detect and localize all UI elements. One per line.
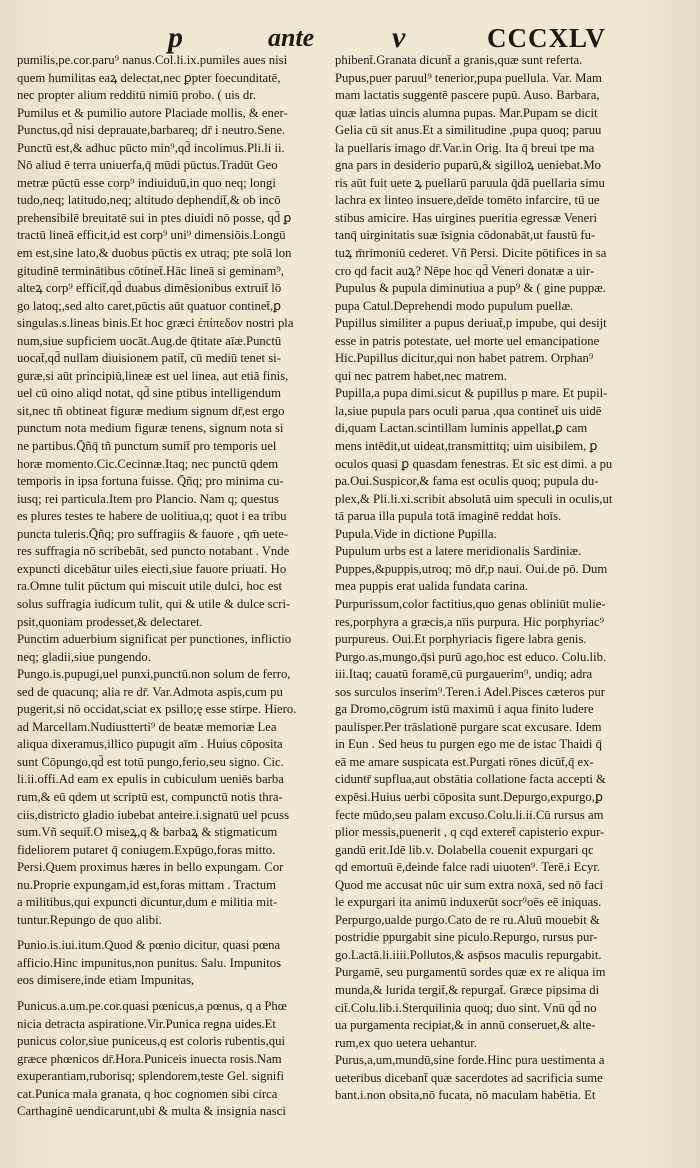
- text-line: esse in patris potestate, uel morte uel emancipatione: [335, 333, 600, 348]
- text-line: res suffragia nō scribebāt, sed puncto notabant . Vnde: [17, 544, 290, 559]
- folio-number: CCCXLV: [487, 23, 607, 53]
- text-line: cro qd facit auꝝ? Nēpe hoc qd̄ Veneri donatæ a uir-: [335, 263, 595, 278]
- text-line: la puellaris imago dr̄.Var.in Orig. Ita q̄ breui tpe ma: [335, 140, 595, 155]
- text-line: [17, 990, 321, 998]
- text-line: cit̄.Colu.lib.i.Sterquilinia quoq; duo sint. Vnū qd̄ no: [335, 1000, 597, 1015]
- text-line: sit,nec tñ obtineat figuræ medium signum dr̄,est ergo: [17, 403, 285, 418]
- text-line: es plures testes te habere de uolitiua,q; quot i ea tribu: [17, 509, 287, 524]
- text-line: Gelia cū sit anus.Et a similitudine ,pupa quoq; paruu: [335, 123, 602, 138]
- text-line: ciis,districto gladio iubebat anteire.i.signatū uel pcuss: [17, 807, 290, 822]
- text-line: Purgo.as,mungo,q̄si purū ago,hoc est educo. Colu.lib.: [335, 649, 607, 664]
- text-line: afficio.Hinc impunitus,non punitus. Salu. Impunitos: [17, 955, 282, 970]
- text-line: Pumilus et & pumilio autore Placiade mollis, & ener-: [17, 105, 288, 120]
- text-line: Puppes,&puppis,utroq; mō dr̄,p naui. Oui.de pō. Dum: [335, 561, 608, 576]
- text-line: Punio.is.iui.itum.Quod & pœnio dicitur, quasi pœna: [17, 938, 281, 953]
- text-line: neq; gladii,siue pungendo.: [17, 649, 151, 664]
- text-line: Quod me accusat nūc uir sum extra noxā, sed nō faci: [335, 877, 604, 892]
- text-line: quæ latias uincis alumna pupas. Mar.Pupam se dicit: [335, 105, 598, 120]
- text-line: ne partibus.Q̄ñq̄ tñ punctum sumit̄ pro temporis uel: [17, 439, 277, 454]
- text-line: gandū erit.Idē lib.v. Dolabella couenit expurgari qc: [335, 842, 594, 857]
- text-line: sum.Vñ sequit̄.O miseꝝ,q & barbaꝝ & stigmaticum: [17, 825, 278, 840]
- text-line: uel cū oino aliqd notat, qd̄ sine ptibus intelligendum: [17, 386, 281, 401]
- text-line: sed de quacunq; alia re dr̄. Var.Admota aspis,cum pu: [17, 684, 283, 699]
- text-line: oculos quasi ꝑ quasdam fenestras. Et sic est dimi. a pu: [335, 456, 613, 471]
- text-line: stibus amicire. Has uirgines pueritia egressæ Veneri: [335, 210, 598, 225]
- text-line: di,quam Lactan.scintillam luminis appellat,ꝑ cam: [335, 421, 588, 436]
- text-line: singulas.s.lineas binis.Et hoc græci ἐπίπεδον nostri pla: [17, 316, 294, 331]
- text-line: rum,ex quo uetera uehantur.: [335, 1035, 477, 1050]
- text-line: ra.Omne tulit pūctum qui miscuit utile dulci, hoc est: [17, 579, 282, 594]
- text-line: eos dimisere,inde etiam Impunitas,: [17, 973, 195, 988]
- text-line: exuperantiam,ruborisq; splendorem,teste Gel. signifi: [17, 1069, 285, 1084]
- text-line: Pungo.is.pupugi,uel punxi,punctū.non solum de ferro,: [17, 667, 291, 682]
- text-line: la,siue pupula pars oculi parua ,qua continet̄ uis uidē: [335, 403, 602, 418]
- text-line: expuncti dicebātur uiles eiecti,siue fauore priuati. Ho: [17, 561, 287, 576]
- text-line: em est,sine lato,& duobus pūctis ex utraq; pte solā lon: [17, 246, 292, 261]
- text-line: sunt Cōpungo,qd̄ est totū pungo,ferio,seu signo. Cic.: [17, 754, 284, 769]
- text-line: lachra ex linteo insuere,deīde tomēto infarcire, tū ue: [335, 193, 600, 208]
- text-line: ris aūt fuit uete ꝝ puellarū paruula q̄dā puellaria simu: [335, 175, 605, 190]
- text-line: Purus,a,um,mundū,sine forde.Hinc pura uestimenta a: [335, 1053, 605, 1068]
- text-line: tudo,neq; latitudo,neq; altitudo dephendit̄,& ob incō: [17, 193, 281, 208]
- text-line: ga Dromo,cōgrum istū maximū i aqua finito ludere: [335, 702, 594, 717]
- text-line: expēsi.Huius uerbi cōposita sunt.Depurgo,expurgo,ꝑ: [335, 789, 603, 804]
- header-signature-letter: p: [168, 21, 183, 54]
- text-line: postridie ppurgabit sine piculo.Repurgo, rursus pur-: [335, 930, 598, 945]
- text-line: Perpurgo,ualde purgo.Cato de re ru.Aluū mouebit &: [335, 912, 600, 927]
- text-line: mens intēdit,ut uideat,transmittitq; uim uisibilem, ꝑ: [335, 439, 598, 454]
- header-letter: v: [392, 21, 406, 54]
- text-line: guræ,si aūt principiū,lineæ est uel linea, aut etiā finis,: [17, 368, 289, 383]
- text-line: psit,quoniam prodesset,& delectaret.: [17, 614, 203, 629]
- text-line: Pupulus & pupula diminutiua a pup⁹ & ( gine puppæ.: [335, 281, 606, 296]
- text-line: paulisper.Per trāslationē purgare scat excusare. Idem: [335, 719, 602, 734]
- text-line: Purpurissum,color factitius,quo genas obliniūt mulie-: [335, 596, 606, 611]
- text-line: iusq; rei particula.Item pro Plancio. Nam q; questus: [17, 491, 279, 506]
- text-line: nu.Proprie expungam,id est,foras mittam . Tractum: [17, 877, 277, 892]
- text-line: pumilis,pe.cor.paru⁹ nanus.Col.li.ix.pumiles aues nisi: [17, 53, 288, 67]
- text-line: fideliorem putaret q̄ coniugem.Expūgo,foras mitto.: [17, 842, 276, 857]
- text-line: cat.Punica mala granata, q hoc cognomen sibi circa: [17, 1086, 278, 1101]
- text-line: tā parua illa pupula totā imaginē reddat hoīs.: [335, 509, 562, 524]
- text-line: Nō aliud ē terra uniuerfa,q̄ mūdi pūctus.Tradūt Geo: [17, 158, 278, 173]
- text-line: Persi.Quem proximus hæres in bello expungam. Cor: [17, 860, 284, 875]
- text-line: Punctus,qd̄ nisi deprauate,barbareq; dr̄ i neutro.Sene.: [17, 123, 286, 138]
- text-line: sos surculos inserim⁹.Teren.i Adel.Pisces cæteros pur: [335, 684, 605, 699]
- text-line: gna pars in desiderio puparū,& sigilloꝝ ueniebat.Mo: [335, 158, 601, 173]
- text-line: a militibus,qui expuncti dicuntur,dum e militia mit-: [17, 895, 278, 910]
- text-line: Hic.Pupillus dicitur,qui non habet patrem. Orphan⁹: [335, 351, 594, 366]
- text-line: phibent̄.Granata dicunt̄ a granis,quæ sunt referta.: [335, 53, 583, 67]
- text-line: rum,& eū qdem ut scriptū est, compunctū notis thra-: [17, 789, 283, 804]
- text-line: pugerit,si nō occidat,sciat ex psillo;ę esse stirpe. Hiero.: [17, 702, 297, 717]
- text-line: græce phœnicos dr̄.Hora.Puniceis inuecta rosis.Nam: [17, 1051, 282, 1066]
- text-line: alteꝝ corp⁹ efficit̄,qd̄ duabus dimēsionibus extruit̄ lō: [17, 281, 282, 296]
- text-line: Pupillus similiter a pupus deriuat̄,p impube, qui desijt: [335, 316, 607, 331]
- text-line: qd emortuū ē,deinde falce radi uiuoten⁹. Terē.i Ecyr.: [335, 860, 601, 875]
- text-line: num,siue supficiem uocāt.Aug.de q̄titate aīæ.Punctū: [17, 333, 282, 348]
- text-line: plior messis,puenerit , q cqd exteret̄ capisterio expur-: [335, 825, 605, 840]
- text-line: fecte mūdo,seu palam excuso.Colu.li.ii.Cū rursus am: [335, 807, 604, 822]
- text-line: tanq̄ uirginitatis suæ īsignia cōdonabāt,ut faustū fu-: [335, 228, 596, 243]
- text-line: ua purgamenta recipiat,& in annū conseruet,& alte-: [335, 1018, 596, 1033]
- text-line: qui nec patrem habet,nec matrem.: [335, 368, 507, 383]
- text-line: temporis in ipsa fortuna fuisse. Q̄ñq; pro minima cu-: [17, 474, 284, 489]
- header-catchword: ante: [268, 23, 315, 52]
- text-line: Pupulum urbs est a latere meridionalis Sardiniæ.: [335, 544, 582, 559]
- text-line: horæ momento.Cic.Cecinnæ.Itaq; nec punctū qdem: [17, 456, 279, 471]
- text-line: puncta tuleris.Q̄ñq; pro suffragiis & fauore , qm̄ uete-: [17, 526, 289, 541]
- text-line: tractū lineā efficit,id est corp⁹ uni⁹ dimensiōis.Longū: [17, 228, 286, 243]
- text-line: purpureus. Oui.Et porphyriacis figere labra genis.: [335, 632, 587, 647]
- text-line: solus suffragia iudicum tulit, qui & utile & dulce scri-: [17, 596, 291, 611]
- text-line: res,porphyra a græcis,a nīis purpura. Hic porphyriac⁹: [335, 614, 605, 629]
- text-line: prehensibilē breuitatē sui in ptes diuidi nō posse, qd̄ ꝑ: [17, 210, 292, 225]
- text-line: punctum nota medium figuræ tenens, signum nota si: [17, 421, 284, 436]
- text-line: Punicus.a.um.pe.cor.quasi pœnicus,a pœnus, q a Phœ: [17, 998, 287, 1013]
- text-line: Punctū est,& adhuc pūcto min⁹,qd̄ incolimus.Pli.li ii.: [17, 140, 285, 155]
- text-line: li.ii.offi.Ad eam ex epulis in cubiculum ueniēs barba: [17, 772, 284, 787]
- text-line: gitudinē terminātibus cōtinet̄.Hāc lineā si geminam⁹,: [17, 263, 284, 278]
- text-line: tuꝝ m̄rimoniū cederet. Vñ Persi. Dicite pōtifices in sa: [335, 246, 607, 261]
- text-line: uocat̄,qd̄ nullam diuisionem patit̄, cū mediū tenet si-: [17, 351, 281, 366]
- text-line: eā me amare suspicata est.Purgati rōnes dicūt̄,q̄ ex-: [335, 754, 594, 769]
- text-line: pupa Catul.Deprehendi modo pupulum puellæ.: [335, 298, 574, 313]
- text-line: Pupus,puer paruul⁹ tenerior,pupa puellula. Var. Mam: [335, 70, 602, 85]
- text-line: mam lactatis suggentē pascere pupū. Auso. Barbara,: [335, 88, 600, 103]
- text-line: le expurgari ita animū induxerūt socr⁹oēs eē iniquas.: [335, 895, 602, 910]
- text-line: bant.i.non obsita,nō fucata, nō maculam habētia. Et: [335, 1088, 596, 1103]
- text-line: Pupula.Vide in dictione Pupilla.: [335, 526, 497, 541]
- text-line: Carthaginē uendicarunt,ubi & multa & insignia nasci: [17, 1104, 286, 1119]
- text-line: munda,& lurida tergit̄,& repurgat̄. Græce pipsima di: [335, 982, 600, 997]
- text-line: nicia detracta aspiratione.Vir.Punica regna uides.Et: [17, 1016, 276, 1031]
- text-line: nec propter alium redditū nimiū probo. ( uis dr.: [17, 88, 256, 103]
- text-line: go latoq;,sed alto caret,pūctis aūt quatuor continet̄,ꝑ: [17, 298, 282, 313]
- text-line: Punctim aduerbium significat per punctiones, inflictio: [17, 632, 292, 647]
- text-line: ad Marcellam.Nudiustterti⁹ de beatæ memoriæ Lea: [17, 719, 277, 734]
- text-line: in Eun . Sed heus tu purgen ego me de istac Thaidi q̄: [335, 737, 602, 752]
- text-line: punicus color,siue puniceus,q est coloris rubentis,qui: [17, 1034, 285, 1049]
- text-line: iii.Itaq; cauatū foramē,cū purgauerim⁹, undiq; adra: [335, 667, 593, 682]
- text-line: quem humilitas eaꝝ delectat,nec ꝑpter foecunditatē,: [17, 70, 281, 85]
- text-line: pa.Oui.Suspicor,& fama est oculis quoq; pupula du-: [335, 474, 599, 489]
- text-line: mea puppis erat ualida fundata carina.: [335, 579, 529, 594]
- right-text-column: [335, 52, 683, 1105]
- text-line: Pupilla,a pupa dimi.sicut & pupillus p mare. Et pupil-: [335, 386, 608, 401]
- left-text-column: [17, 52, 321, 1121]
- text-line: metræ pūctū esse corp⁹ indiuiduū,in quo neq; longi: [17, 175, 276, 190]
- text-line: aliqua dixeramus,illico pupugit aīm . Huius cōposita: [17, 737, 283, 752]
- text-line: ueteribus dicebant̄ quæ sacerdotes ad sacrificia sume: [335, 1070, 603, 1085]
- text-line: ciduntr̄ supflua,aut obstātia collatione facta accepti &: [335, 772, 606, 787]
- text-line: Purgamē, seu purgamentū sordes quæ ex re aliqua im: [335, 965, 606, 980]
- text-line: plex,& Pli.li.xi.scribit absolutā uim speculi in oculis,ut: [335, 491, 613, 506]
- text-line: go.Lactā.li.iiii.Pollutos,& asp̄sos maculis repurgabit.: [335, 947, 602, 962]
- text-line: tuntur.Repungo de quo alibi.: [17, 912, 162, 927]
- text-line: [17, 929, 321, 937]
